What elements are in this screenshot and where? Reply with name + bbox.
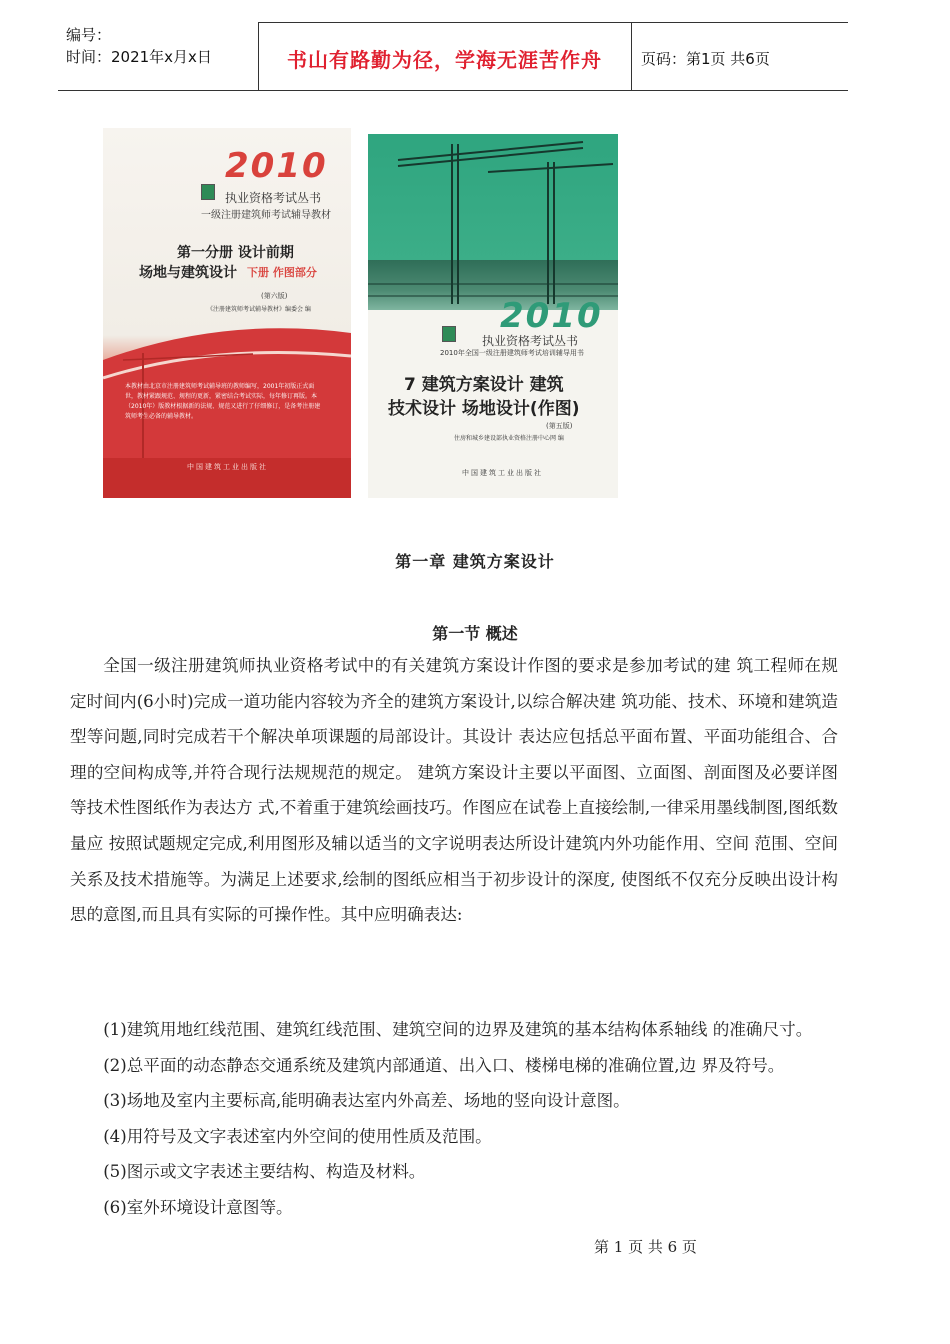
header-bottom-rule [58, 90, 848, 91]
document-time-label: 时间：2021年x月x日 [66, 48, 212, 66]
cover-1-editor: 《注册建筑师考试辅导教材》编委会 编 [207, 306, 311, 313]
intro-paragraph: 全国一级注册建筑师执业资格考试中的有关建筑方案设计作图的要求是参加考试的建 筑工程师在规定时间内(6小时)完成一道功能内容较为齐全的建筑方案设计,以综合解决建 筑功能、技术、环境和建筑造型等问题,同时完成若干个解决单项课题的局部设计。其设计 表达应包括总平面布置、平面功能组合、合理的空间构成等,并符合现行法规规范的规定。 建筑方案设计主要以平面图、立面图、剖面图及必要详图等技术性图纸作为表达方 式,不着重于建筑绘画技巧。作图应在试卷上直接绘制,一律采用墨线制图,图纸数量应 按照试题规定完成,利用图形及辅以适当的文字说明表达所设计建筑内外功能作用、空间 范围、空间关系及技术措施等。为满足上述要求,绘制的图纸应相当于初步设计的深度, 使图纸不仅充分反映出设计构思的意图,而且具有实际的可操作性。其中应明确表达: [70, 656, 838, 925]
requirements-list [70, 1012, 838, 1226]
cover-1-year: 2010 [225, 146, 328, 186]
cover-1-blurb: 本教材由北京市注册建筑师考试辅导班的教师编写，2001年初版正式面世，教材紧跟规范、规程的更新，紧密结合考试实际，每年修订再版。本（2010年）版教材根据新的法规、规范又进行了仔细修订，是备考注册建筑师考生必备的辅导教材。 [125, 383, 321, 420]
list-item: (5)图示或文字表述主要结构、构造及材料。 [103, 1162, 426, 1182]
header-motto: 书山有路勤为径，学海无涯苦作舟 [287, 48, 602, 72]
cover-1-subtitle: 一级注册建筑师考试辅导教材 [201, 210, 331, 221]
cover-2-editor: 住房和城乡建设部执业资格注册中心网 编 [454, 435, 564, 442]
cover-1-logo-icon [201, 184, 215, 200]
list-item: (3)场地及室内主要标高,能明确表达室内外高差、场地的竖向设计意图。 [103, 1091, 630, 1111]
cover-1-title-line1: 第一分册 设计前期 [177, 245, 294, 261]
cover-1-title-line2: 场地与建筑设计 [139, 265, 237, 281]
cover-2-subtitle: 2010年全国一级注册建筑师考试培训辅导用书 [440, 349, 584, 357]
cover-2-edition: (第五版) [546, 422, 573, 430]
header-meta [66, 24, 212, 68]
list-item: (4)用符号及文字表述室内外空间的使用性质及范围。 [103, 1126, 492, 1146]
cover-2-crane-graphic [368, 134, 618, 314]
page-footer: 第 1 页 共 6 页 [594, 1238, 697, 1256]
document-number-label: 编号： [66, 26, 112, 44]
cover-2-logo-icon [442, 326, 456, 342]
cover-1-title-tag: 下册 作图部分 [247, 266, 317, 279]
list-item: (1)建筑用地红线范围、建筑红线范围、建筑空间的边界及建筑的基本结构体系轴线 的准确尺寸。 [103, 1020, 813, 1039]
cover-1-series: 执业资格考试丛书 [225, 191, 322, 205]
chapter-title: 第一章 建筑方案设计 [395, 552, 555, 571]
book-cover-2 [368, 134, 618, 498]
cover-2-title-line1: 7 建筑方案设计 建筑 [404, 375, 564, 395]
list-item: (6)室外环境设计意图等。 [103, 1197, 293, 1217]
list-item: (2)总平面的动态静态交通系统及建筑内部通道、出入口、楼梯电梯的准确位置,边 界及符号。 [103, 1055, 785, 1075]
cover-2-publisher: 中国建筑工业出版社 [462, 469, 543, 477]
book-cover-1 [103, 128, 351, 498]
cover-2-title-line2: 技术设计 场地设计(作图) [388, 399, 580, 419]
cover-2-year: 2010 [500, 296, 603, 336]
header-divider-right [631, 22, 632, 91]
page-header [58, 22, 848, 91]
header-page-info: 页码：第1页 共6页 [641, 50, 770, 68]
section-title: 第一节 概述 [432, 624, 518, 643]
header-top-rule [258, 22, 848, 23]
cover-2-series: 执业资格考试丛书 [482, 334, 579, 348]
cover-1-edition: (第六版) [261, 292, 288, 300]
cover-1-publisher: 中国建筑工业出版社 [187, 463, 268, 471]
